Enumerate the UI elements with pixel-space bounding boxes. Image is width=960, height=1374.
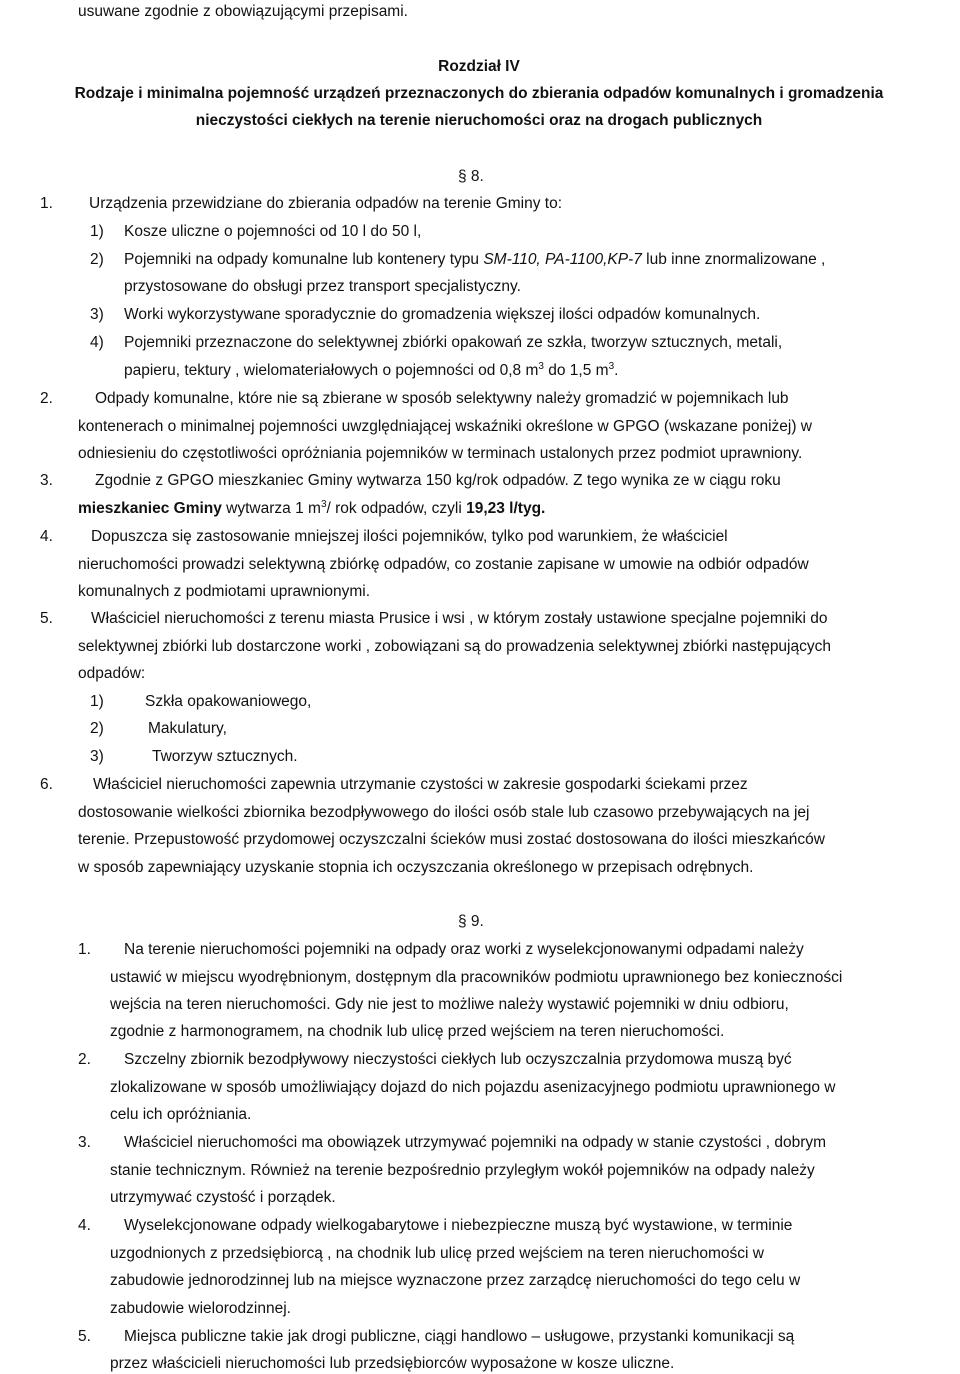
- paragraph-line: Zgodnie z GPGO mieszkaniec Gminy wytwarza 150 kg/rok odpadów. Z tego wynika ze w ciągu roku: [95, 472, 781, 489]
- section-heading-8: § 8.: [458, 168, 484, 185]
- paragraph-line: Na terenie nieruchomości pojemniki na odpady oraz worki z wyselekcjonowanymi odpadami należy: [124, 941, 804, 958]
- paragraph-line: Właściciel nieruchomości zapewnia utrzymanie czystości w zakresie gospodarki ściekami przez: [93, 776, 748, 793]
- list-item: Szkła opakowaniowego,: [145, 693, 312, 710]
- paragraph-text: Urządzenia przewidziane do zbierania odpadów na terenie Gminy to:: [89, 195, 563, 212]
- paragraph-line: Szczelny zbiornik bezodpływowy nieczystości ciekłych lub oczyszczalnia przydomowa muszą być: [124, 1051, 792, 1068]
- subitem-text: Worki wykorzystywane sporadycznie do gromadzenia większej ilości odpadów komunalnych.: [124, 306, 761, 323]
- paragraph-line: przez właścicieli nieruchomości lub przedsiębiorców wyposażone w kosze uliczne.: [110, 1355, 675, 1372]
- container-types: SM-110, PA-1100,KP-7: [483, 251, 642, 268]
- list-item-number: 1): [90, 693, 104, 710]
- item-number: 3.: [40, 472, 53, 489]
- item-number: 1.: [40, 195, 53, 212]
- subitem-number: 4): [90, 334, 104, 351]
- chapter-title-line-2: nieczystości ciekłych na terenie nieruchomości oraz na drogach publicznych: [195, 112, 763, 129]
- paragraph-line: utrzymywać czystość i porządek.: [110, 1189, 336, 1206]
- paragraph-line: odniesieniu do częstotliwości opróżniania pojemników w terminach ustalonych przez podmiot uprawniony.: [78, 445, 803, 462]
- item-number: 4.: [40, 528, 53, 545]
- paragraph-line: Dopuszcza się zastosowanie mniejszej ilości pojemników, tylko pod warunkiem, że właściciel: [91, 528, 728, 545]
- chapter-title-line-1: Rodzaje i minimalna pojemność urządzeń przeznaczonych do zbierania odpadów komunalnych i gromadzenia: [74, 85, 884, 102]
- paragraph-line: uzgodnionych z przedsiębiorcą , na chodnik lub ulicę przed wejściem na teren nieruchomości w: [110, 1245, 764, 1262]
- paragraph-line: celu ich opróżniania.: [110, 1106, 252, 1123]
- subitem-number: 3): [90, 306, 104, 323]
- paragraph-line: kontenerach o minimalnej pojemności uwzględniającej wskaźniki określone w GPGO (wskazane poniżej) w: [78, 418, 813, 435]
- paragraph-line: Właściciel nieruchomości z terenu miasta Prusice i wsi , w którym zostały ustawione specjalne pojemniki do: [91, 610, 828, 627]
- section-heading-9: § 9.: [458, 913, 484, 930]
- subitem-number: 1): [90, 223, 104, 240]
- subitem-text: Pojemniki na odpady komunalne lub kontenery typu SM-110, PA-1100,KP-7 lub inne znormalizowane ,: [124, 251, 826, 268]
- paragraph-line: ustawić w miejscu wyodrębnionym, dostępnym dla pracowników podmiotu uprawnionego bez konieczności: [110, 969, 843, 986]
- subitem-text-continued: przystosowane do obsługi przez transport specjalistyczny.: [124, 278, 521, 295]
- paragraph-line: w sposób zapewniający uzyskanie stopnia ich oczyszczania określonego w przepisach odrębnych.: [78, 859, 754, 876]
- paragraph-line: zlokalizowane w sposób umożliwiający dojazd do nich pojazdu asenizacyjnego podmiotu uprawnionego w: [110, 1079, 836, 1096]
- item-number: 6.: [40, 776, 53, 793]
- list-item: Tworzyw sztucznych.: [152, 748, 298, 765]
- continuation-line: usuwane zgodnie z obowiązującymi przepisami.: [78, 3, 408, 20]
- paragraph-line: wejścia na teren nieruchomości. Gdy nie jest to możliwe należy wystawić pojemniki w dniu odbioru,: [110, 996, 789, 1013]
- paragraph-line: zgodnie z harmonogramem, na chodnik lub ulicę przed wejściem na teren nieruchomości.: [110, 1023, 725, 1040]
- item-number: 3.: [78, 1134, 91, 1151]
- paragraph-line: Wyselekcjonowane odpady wielkogabarytowe i niebezpieczne muszą być wystawione, w terminie: [124, 1217, 793, 1234]
- item-number: 1.: [78, 941, 91, 958]
- chapter-label: Rozdział IV: [438, 58, 520, 75]
- list-item: Makulatury,: [148, 720, 227, 737]
- item-number: 2.: [78, 1051, 91, 1068]
- item-number: 5.: [40, 610, 53, 627]
- subitem-text-continued: papieru, tektury , wielomateriałowych o pojemności od 0,8 $m^3$ do 1,5 $m^3$.: [124, 361, 619, 379]
- subitem-text: Pojemniki przeznaczone do selektywnej zbiórki opakowań ze szkła, tworzyw sztucznych, metali,: [124, 334, 783, 351]
- paragraph-line: odpadów:: [78, 665, 146, 682]
- list-item-number: 2): [90, 720, 104, 737]
- subitem-text: Kosze uliczne o pojemności od 10 l do 50 l,: [124, 223, 422, 240]
- item-number: 2.: [40, 390, 53, 407]
- paragraph-line: dostosowanie wielkości zbiornika bezodpływowego do ilości osób stale lub czasowo przebywających na jej: [78, 804, 810, 821]
- item-number: 4.: [78, 1217, 91, 1234]
- paragraph-line: selektywnej zbiórki lub dostarczone worki , zobowiązani są do prowadzenia selektywnej zbiórki następujących: [78, 638, 831, 655]
- paragraph-line: komunalnych z podmiotami uprawnionymi.: [78, 583, 371, 600]
- paragraph-line: Odpady komunalne, które nie są zbierane w sposób selektywny należy gromadzić w pojemnikach lub: [95, 390, 789, 407]
- item-number: 5.: [78, 1328, 91, 1345]
- paragraph-line: Miejsca publiczne takie jak drogi publiczne, ciągi handlowo – usługowe, przystanki komunikacji są: [124, 1328, 795, 1345]
- paragraph-line: zabudowie wielorodzinnej.: [110, 1300, 291, 1317]
- paragraph-line: nieruchomości prowadzi selektywną zbiórkę odpadów, co zostanie zapisane w umowie na odbiór odpadów: [78, 556, 809, 573]
- subitem-number: 2): [90, 251, 104, 268]
- paragraph-line: terenie. Przepustowość przydomowej oczyszczalni ścieków musi zostać dostosowana do ilości mieszkańców: [78, 831, 825, 848]
- paragraph-line: zabudowie jednorodzinnej lub na miejsce wyznaczone przez zarządcę nieruchomości do tego celu w: [110, 1272, 801, 1289]
- paragraph-line: Właściciel nieruchomości ma obowiązek utrzymywać pojemniki na odpady w stanie czystości , dobrym: [124, 1134, 827, 1151]
- paragraph-line: mieszkaniec Gminy wytwarza 1 $m^3/$ rok odpadów, czyli 19,23 l/tyg.: [78, 499, 546, 517]
- list-item-number: 3): [90, 748, 104, 765]
- paragraph-line: stanie technicznym. Również na terenie bezpośrednio przyległym wokół pojemników na odpady należy: [110, 1162, 815, 1179]
